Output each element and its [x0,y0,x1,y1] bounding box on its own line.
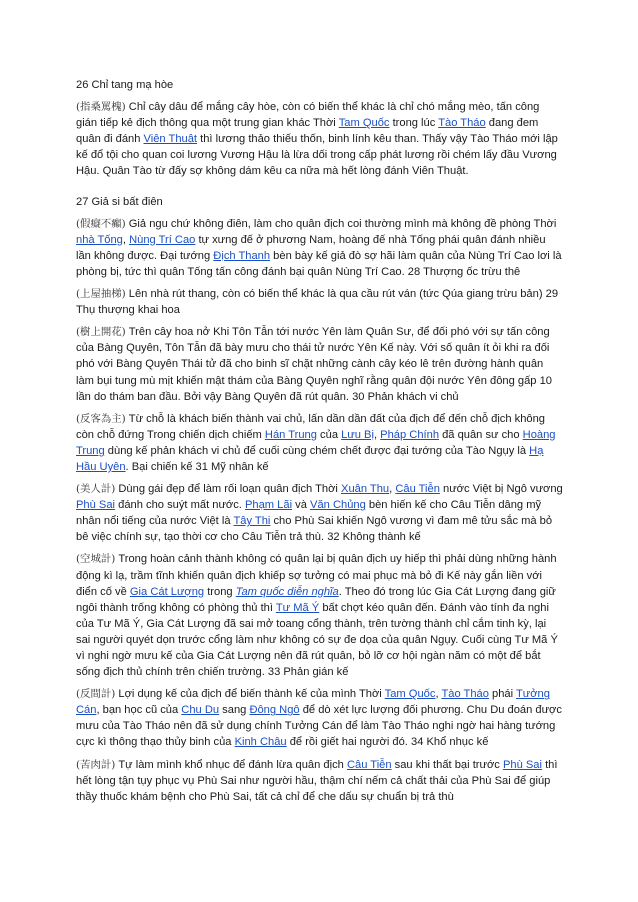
chinese-name: (空城計) [76,553,116,566]
wiki-link[interactable]: Chu Du [181,704,220,717]
section-paragraph [76,216,563,280]
wiki-link[interactable]: Xuân Thu [341,483,390,496]
text-run: đã quân sư cho [439,428,523,441]
wiki-link[interactable]: Câu Tiễn [395,483,440,496]
text-run: trong [204,585,236,598]
wiki-link[interactable]: Tam Quốc [338,117,390,130]
text-run: sau khi thất bại trước [391,758,503,771]
text-run: , [389,483,396,496]
section-paragraph [76,324,563,404]
text-run: bèn hiến kế cho Câu Tiễn dâng mỹ nhân nổi tiếng của nước Việt là [76,499,542,528]
chinese-name: (指桑罵槐) [76,101,126,114]
wiki-link[interactable]: Văn Chủng [310,499,366,512]
text-run: để rồi giết hai người đó. 34 Khổ nhục kế [286,736,489,749]
chinese-name: (美人計) [76,483,116,496]
wiki-link[interactable]: Pháp Chính [380,428,440,441]
text-run: . Theo đó trong lúc Gia Cát Lượng đang giữ ngôi thành trống không có phòng thủ thì [76,585,556,614]
text-run: , bạn học cũ của [96,704,182,717]
text-run: đang đem quân đi đánh [76,117,539,146]
chinese-name: (上屋抽梯) [76,288,126,301]
text-run: thì lương thảo thiếu thốn, binh lính kêu than. Thấy vậy Tào Tháo mới lập kế đổ tội cho quan coi lương Vương Hậu là lừa dối trong cấp phát lương rồi chém lấy đầu Vương Hậu. Quân Tào từ đấy sợ không dám kêu ca nữa mà hết lòng đánh Viên Thuật. [76,133,558,178]
wiki-link[interactable]: Tư Mã Ý [275,601,320,614]
wiki-link[interactable]: Nùng Trí Cao [129,233,196,246]
chinese-name: (反間計) [76,688,116,701]
text-run: nước Việt bị Ngô vương [439,483,563,496]
wiki-link[interactable]: Hán Trung [264,428,317,441]
text-run: bất chợt kéo quân đến. Đánh vào tính đa nghi của Tư Mã Ý, Gia Cát Lượng đã sai mở toang cổng thành, trên tường thành chỉ cắm tinh kỳ, lại sai người quyét dọn trước cổng làm như không có sự đe dọa của quân Ngụy. Cuối cùng Tư Mã Ý vì nghi ngờ mưu kế của Gia Cát Lượng nên đã rút quân, bỏ lỡ cơ hội ngàn năm có một để bắt sống địch thủ chính trên chiến trường. 33 Phản gián kế [76,601,558,679]
text-run: dùng kế phản khách vi chủ để cuối cùng chém chết được đại tướng của Tào Ngụy là [104,444,530,457]
wiki-link[interactable]: Viên Thuật [143,133,198,146]
text-run: Giả ngu chứ không điên, làm cho quân địch coi thường mình mà không đề phòng Thời [125,217,557,230]
wiki-link[interactable]: Kinh Châu [234,736,287,749]
text-run: , [435,688,442,701]
text-run: trong lúc [389,117,439,130]
text-run: phái [488,688,516,701]
wiki-link[interactable]: Tây Thi [233,515,271,528]
text-run: . Bại chiến kế 31 Mỹ nhân kế [125,460,269,473]
document-page [76,77,563,811]
text-run: Trên cây hoa nở Khi Tôn Tẫn tới nước Yên làm Quân Sư, để đối phó với sự tấn công của Bàng Quyên, Tôn Tẫn đã bày mưu cho thái tử nước Yên Kế này. Với số quân ít ỏi khi ra đối phó với Bàng Quyên Thái tử đã cho binh sĩ chặt những cành cây kéo lê trên đường hành quân làm bụi tung mù mịt khiến mật thám của Bàng Quyên nghĩ rằng quân đội nước Yên đông gấp 10 lần do thám ban đầu. Bởi vậy Bàng Quyên đã rút quân. 30 Phản khách vi chủ [76,326,552,403]
text-run: Lợi dụng kế của địch để biến thành kế của mình Thời [115,688,385,701]
wiki-link[interactable]: Tam Quốc [384,688,436,701]
wiki-link[interactable]: Địch Thanh [213,249,271,262]
wiki-link[interactable]: Đông Ngô [249,704,300,717]
wiki-link[interactable]: Câu Tiễn [346,758,392,771]
wiki-link[interactable]: Lưu Bị [341,428,374,441]
text-run: Lên nhà rút thang, còn có biến thể khác là qua cầu rút ván (tức Qúa giang trừu bản) 29 Thụ thượng khai hoa [76,288,559,317]
section-paragraph [76,286,563,318]
chinese-name: (假癡不癲) [76,217,126,230]
section-paragraph [76,757,563,805]
section-paragraph [76,686,563,750]
text-run: , [373,428,381,441]
section-title: 27 Giả si bất điên [76,195,163,208]
section-paragraph [76,411,563,475]
wiki-link[interactable]: Tào Tháo [438,117,486,130]
chinese-name: (樹上開花) [76,326,126,339]
text-run: thì hết lòng tận tụy phục vụ Phù Sai như người hầu, thậm chí nếm cả chất thải của Phù Sai để giúp thầy thuốc khám bệnh cho Phù Sai, tất cả chỉ để che dấu sự chuẩn bị trả thù [76,758,558,803]
text-run: Dùng gái đẹp để làm rối loạn quân địch Thời [115,483,342,496]
text-run: của [316,428,342,441]
section-paragraph [76,481,563,545]
wiki-link[interactable]: Gia Cát Lượng [129,585,205,598]
section-paragraph [76,99,563,179]
wiki-link[interactable]: Phù Sai [76,499,116,512]
wiki-link[interactable]: Tam quốc diễn nghĩa [235,585,339,598]
section-title: 26 Chỉ tang mạ hòe [76,79,174,91]
text-run: bèn bày kế giả đò sợ hãi làm quân của Nùng Trí Cao lơi là phòng bị, tức thì quân Tống tấn công đánh bại quân Nùng Trí Cao. 28 Thượng ốc trừu thê [76,249,562,278]
text-run: để dò xét lực lượng đối phương. Chu Du đoán được mưu của Tào Tháo nên đã sử dụng chính Tưởng Cán để làm Tào Tháo nghi ngờ hai hàng tướng cực kì thông thạo thủy binh của [76,704,562,749]
wiki-link[interactable]: Hoàng Trung [76,428,556,457]
wiki-link[interactable]: Tưởng Cán [76,688,550,717]
text-run: và [292,499,311,512]
chinese-name: (苦肉計) [76,758,116,771]
wiki-link[interactable]: Phù Sai [502,758,542,771]
text-run: Chỉ cây dâu để mắng cây hòe, còn có biến thể khác là chỉ chó mắng mèo, tấn công gián tiếp kẻ địch thông qua một trung gian khác Thời [76,101,540,130]
chinese-name: (反客為主) [76,412,126,425]
text-run: đánh cho suýt mất nước. [115,499,245,512]
text-run: tự xưng đế ở phương Nam, hoàng đế nhà Tống phái quân đánh nhiều lần không được. Đại tướng [76,233,546,262]
text-run: , [122,233,130,246]
wiki-link[interactable]: Phạm Lãi [244,499,293,512]
text-run: Từ chỗ là khách biến thành vai chủ, lấn dần dần đất của địch để đến chỗ địch không còn chỗ đứng Trong chiến dịch chiếm [76,412,546,441]
wiki-link[interactable]: nhà Tống [76,233,123,246]
text-run: cho Phù Sai khiến Ngô vương vì đam mê tửu sắc mà bỏ bê việc chính sự, tạo thời cơ cho Câu Tiễn trả thù. 32 Không thành kế [76,515,553,544]
wiki-link[interactable]: Tào Tháo [441,688,489,701]
text-run: Tự làm mình khổ nhục để đánh lừa quân địch [115,758,347,771]
wiki-link[interactable]: Hạ Hầu Uyên [76,444,544,473]
text-run: sang [219,704,250,717]
section-paragraph [76,551,563,680]
text-run: Trong hoàn cảnh thành không có quân lại bị quân địch uy hiếp thì phải dùng những hành động kì lạ, trầm tĩnh khiến quân địch khiếp sợ tưởng có mai phục mà bỏ đi Kế này gắn liền với điển cố về [76,553,557,598]
